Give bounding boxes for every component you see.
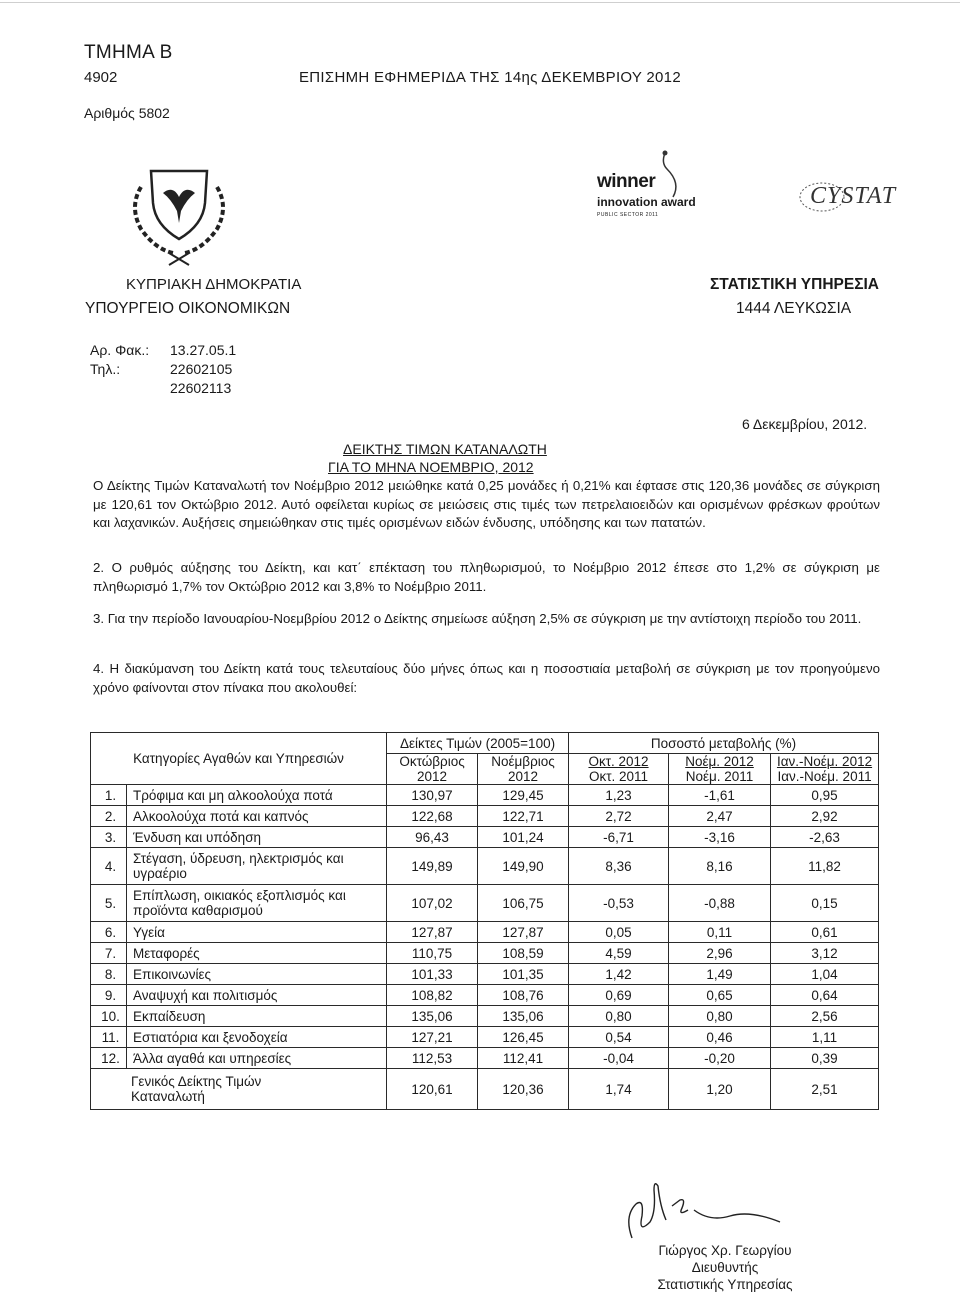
row-category: Επίπλωση, οικιακός εξοπλισμός και προϊόντα καθαρισμού [127,885,387,922]
paragraph-3: 3. Για την περίοδο Ιανουαρίου-Νοεμβρίου 2012 ο Δείκτης σημείωσε αύξηση 2,5% σε σύγκριση με την αντίστοιχη περίοδο του 2011. [93,611,862,626]
row-oct: 112,53 [387,1048,478,1069]
city-address: 1444 ΛΕΥΚΩΣΙΑ [736,300,852,317]
col-nov-header [478,754,569,785]
total-change1: 1,74 [569,1069,669,1110]
table-row [91,943,879,964]
row-category: Τρόφιμα και μη αλκοολούχα ποτά [127,785,387,806]
cyprus-emblem-icon [111,163,247,267]
total-nov: 120,36 [478,1069,569,1110]
row-change3: 2,92 [771,806,879,827]
total-category [91,1069,387,1110]
col-oct-line2: 2012 [416,769,448,784]
row-number: 3. [91,827,127,848]
paragraph-4: 4. Η διακύμανση του Δείκτη κατά τους τελευταίους δύο μήνες όπως και η ποσοστιαία μεταβολή σε σύγκριση με τον προηγούμενο χρόνο φαίνονται στον πίνακα που ακολουθεί: [93,661,880,695]
row-number: 5. [91,885,127,922]
row-category: Ένδυση και υπόδηση [127,827,387,848]
row-change3: 11,82 [771,848,879,885]
gazette-title: ΕΠΙΣΗΜΗ ΕΦΗΜΕΡΙΔΑ ΤΗΣ 14ης ΔΕΚΕΜΒΡΙΟΥ 2012 [299,69,681,86]
row-change2: 0,46 [669,1027,771,1048]
row-nov: 108,59 [478,943,569,964]
col-change1-line2: Οκτ. 2011 [588,769,649,784]
row-change1: -0,04 [569,1048,669,1069]
row-change3: 0,15 [771,885,879,922]
row-oct: 135,06 [387,1006,478,1027]
total-row [91,1069,879,1110]
row-oct: 122,68 [387,806,478,827]
row-change2: 1,49 [669,964,771,985]
col-change3-line1: Ιαν.-Νοέμ. 2012 [776,754,873,769]
row-oct: 110,75 [387,943,478,964]
row-change1: 0,05 [569,922,669,943]
service-name: ΣΤΑΤΙΣΤΙΚΗ ΥΠΗΡΕΣΙΑ [710,276,879,293]
top-rule [0,2,960,3]
row-oct: 127,87 [387,922,478,943]
row-change2: 2,47 [669,806,771,827]
row-change2: -3,16 [669,827,771,848]
col-oct-line1: Οκτώβριος [399,754,465,769]
row-number: 7. [91,943,127,964]
tel-number-2: 22602113 [170,380,232,396]
row-change2: 0,80 [669,1006,771,1027]
issue-number: Αριθμός 5802 [84,105,170,121]
row-nov: 135,06 [478,1006,569,1027]
table-row [91,985,879,1006]
document-date: 6 Δεκεμβρίου, 2012. [742,416,868,432]
row-change1: 0,80 [569,1006,669,1027]
award-caption: PUBLIC SECTOR 2011 [597,212,659,218]
title-line-2: ΓΙΑ ΤΟ ΜΗΝΑ ΝΟΕΜΒΡΙΟ, 2012 [328,459,534,475]
title-line-1: ΔΕΙΚΤΗΣ ΤΙΜΩΝ ΚΑΤΑΝΑΛΩΤΗ [343,441,547,457]
row-nov: 108,76 [478,985,569,1006]
row-change3: 2,56 [771,1006,879,1027]
row-oct: 130,97 [387,785,478,806]
row-category: Επικοινωνίες [127,964,387,985]
total-oct: 120,61 [387,1069,478,1110]
total-category-line2: Καταναλωτή [131,1089,205,1104]
table-row [91,785,879,806]
row-nov: 149,90 [478,848,569,885]
cystat-text: CYSTAT [810,183,897,209]
row-number: 8. [91,964,127,985]
row-number: 4. [91,848,127,885]
table-row [91,848,879,885]
row-nov: 106,75 [478,885,569,922]
col-change2-line2: Νοέμ. 2011 [685,769,754,784]
row-number: 11. [91,1027,127,1048]
row-change1: 1,23 [569,785,669,806]
row-change1: 0,54 [569,1027,669,1048]
row-change3: 0,64 [771,985,879,1006]
row-change2: -0,88 [669,885,771,922]
tel-number-1: 22602105 [170,361,233,377]
row-nov: 112,41 [478,1048,569,1069]
col-change3-header [771,754,879,785]
row-category: Άλλα αγαθά και υπηρεσίες [127,1048,387,1069]
row-category: Εκπαίδευση [127,1006,387,1027]
row-change2: -0,20 [669,1048,771,1069]
row-change1: 2,72 [569,806,669,827]
signer-block [640,1242,810,1293]
file-ref-value: 13.27.05.1 [170,342,237,358]
row-category: Στέγαση, ύδρευση, ηλεκτρισμός και υγραέριο [127,848,387,885]
republic-name: ΚΥΠΡΙΑΚΗ ΔΗΜΟΚΡΑΤΙΑ [126,276,302,293]
row-change3: 3,12 [771,943,879,964]
total-category-line1: Γενικός Δείκτης Τιμών [131,1074,262,1089]
col-nov-line1: Νοέμβριος [491,754,555,769]
row-nov: 122,71 [478,806,569,827]
row-change3: 0,95 [771,785,879,806]
row-change2: 2,96 [669,943,771,964]
table-row [91,806,879,827]
row-nov: 126,45 [478,1027,569,1048]
total-change2: 1,20 [669,1069,771,1110]
row-oct: 107,02 [387,885,478,922]
row-oct: 108,82 [387,985,478,1006]
cystat-logo [790,163,897,223]
row-change3: 0,61 [771,922,879,943]
row-change1: 4,59 [569,943,669,964]
row-change3: 1,11 [771,1027,879,1048]
row-change1: 1,42 [569,964,669,985]
row-number: 2. [91,806,127,827]
tel-label: Τηλ.: [90,361,121,377]
row-number: 12. [91,1048,127,1069]
row-number: 1. [91,785,127,806]
col-change3-line2: Ιαν.-Νοέμ. 2011 [777,769,872,784]
col-change2-header [669,754,771,785]
row-category: Υγεία [127,922,387,943]
row-nov: 129,45 [478,785,569,806]
row-change1: -6,71 [569,827,669,848]
file-ref-label: Αρ. Φακ.: [90,342,150,358]
signature-icon [610,1176,800,1246]
paragraph-1: Ο Δείκτης Τιμών Καταναλωτή τον Νοέμβριο 2012 μειώθηκε κατά 0,25 μονάδες ή 0,21% και έφτασε στις 120,36 μονάδες σε σύγκριση με 120,61 τον Οκτώβριο 2012. Αυτό οφείλεται κυρίως σε μειώσεις στις τιμές των πετρελαιοειδών και ορισμένων φρέσκων φρούτων και λαχανικών. Αυξήσεις σημειώθηκαν στις τιμές ορισμένων ειδών ένδυσης, υπόδησης και των πατατών. [93,478,880,530]
row-change2: 8,16 [669,848,771,885]
row-change3: 1,04 [771,964,879,985]
table-row [91,885,879,922]
row-nov: 127,87 [478,922,569,943]
cpi-table [90,732,879,1110]
row-oct: 149,89 [387,848,478,885]
row-category: Αναψυχή και πολιτισμός [127,985,387,1006]
row-nov: 101,24 [478,827,569,848]
row-change1: -0,53 [569,885,669,922]
change-header: Ποσοστό μεταβολής (%) [569,733,879,754]
row-category: Αλκοολούχα ποτά και καπνός [127,806,387,827]
paragraph-2: 2. Ο ρυθμός αύξησης του Δείκτη, και κατ΄ επέκταση του πληθωρισμού, το Νοέμβριο 2012 έπεσε στο 1,2% σε σύγκριση με πληθωρισμό 1,7% τον Οκτώβριο 2012 και 3,8% το Νοέμβριο 2011. [93,560,880,594]
signer-role: Διευθυντής [691,1260,759,1275]
row-category: Εστιατόρια και ξενοδοχεία [127,1027,387,1048]
col-change1-header [569,754,669,785]
col-nov-line2: 2012 [507,769,539,784]
row-change1: 0,69 [569,985,669,1006]
row-change3: -2,63 [771,827,879,848]
table-row [91,1048,879,1069]
winner-award-logo [595,149,725,244]
page-number: 4902 [84,69,118,86]
row-category: Μεταφορές [127,943,387,964]
col-change2-line1: Νοέμ. 2012 [685,754,754,769]
row-oct: 101,33 [387,964,478,985]
total-change3: 2,51 [771,1069,879,1110]
index-header: Δείκτες Τιμών (2005=100) [387,733,569,754]
row-oct: 127,21 [387,1027,478,1048]
award-subtitle: innovation award [597,195,696,209]
row-number: 9. [91,985,127,1006]
row-oct: 96,43 [387,827,478,848]
signer-org: Στατιστικής Υπηρεσίας [657,1277,793,1292]
table-row [91,827,879,848]
row-change2: 0,11 [669,922,771,943]
row-change2: 0,65 [669,985,771,1006]
table-row [91,964,879,985]
categories-header: Κατηγορίες Αγαθών και Υπηρεσιών [91,733,387,785]
ministry-name: ΥΠΟΥΡΓΕΙΟ ΟΙΚΟΝΟΜΙΚΩΝ [85,300,291,317]
table-row [91,922,879,943]
table-row [91,1006,879,1027]
section-heading: ΤΜΗΜΑ Β [84,42,173,63]
row-change1: 8,36 [569,848,669,885]
col-oct-header [387,754,478,785]
row-number: 6. [91,922,127,943]
row-number: 10. [91,1006,127,1027]
row-change2: -1,61 [669,785,771,806]
col-change1-line1: Οκτ. 2012 [588,754,649,769]
row-change3: 0,39 [771,1048,879,1069]
table-row [91,1027,879,1048]
award-name: winner [597,171,656,192]
row-nov: 101,35 [478,964,569,985]
signer-name: Γιώργος Χρ. Γεωργίου [658,1243,792,1258]
